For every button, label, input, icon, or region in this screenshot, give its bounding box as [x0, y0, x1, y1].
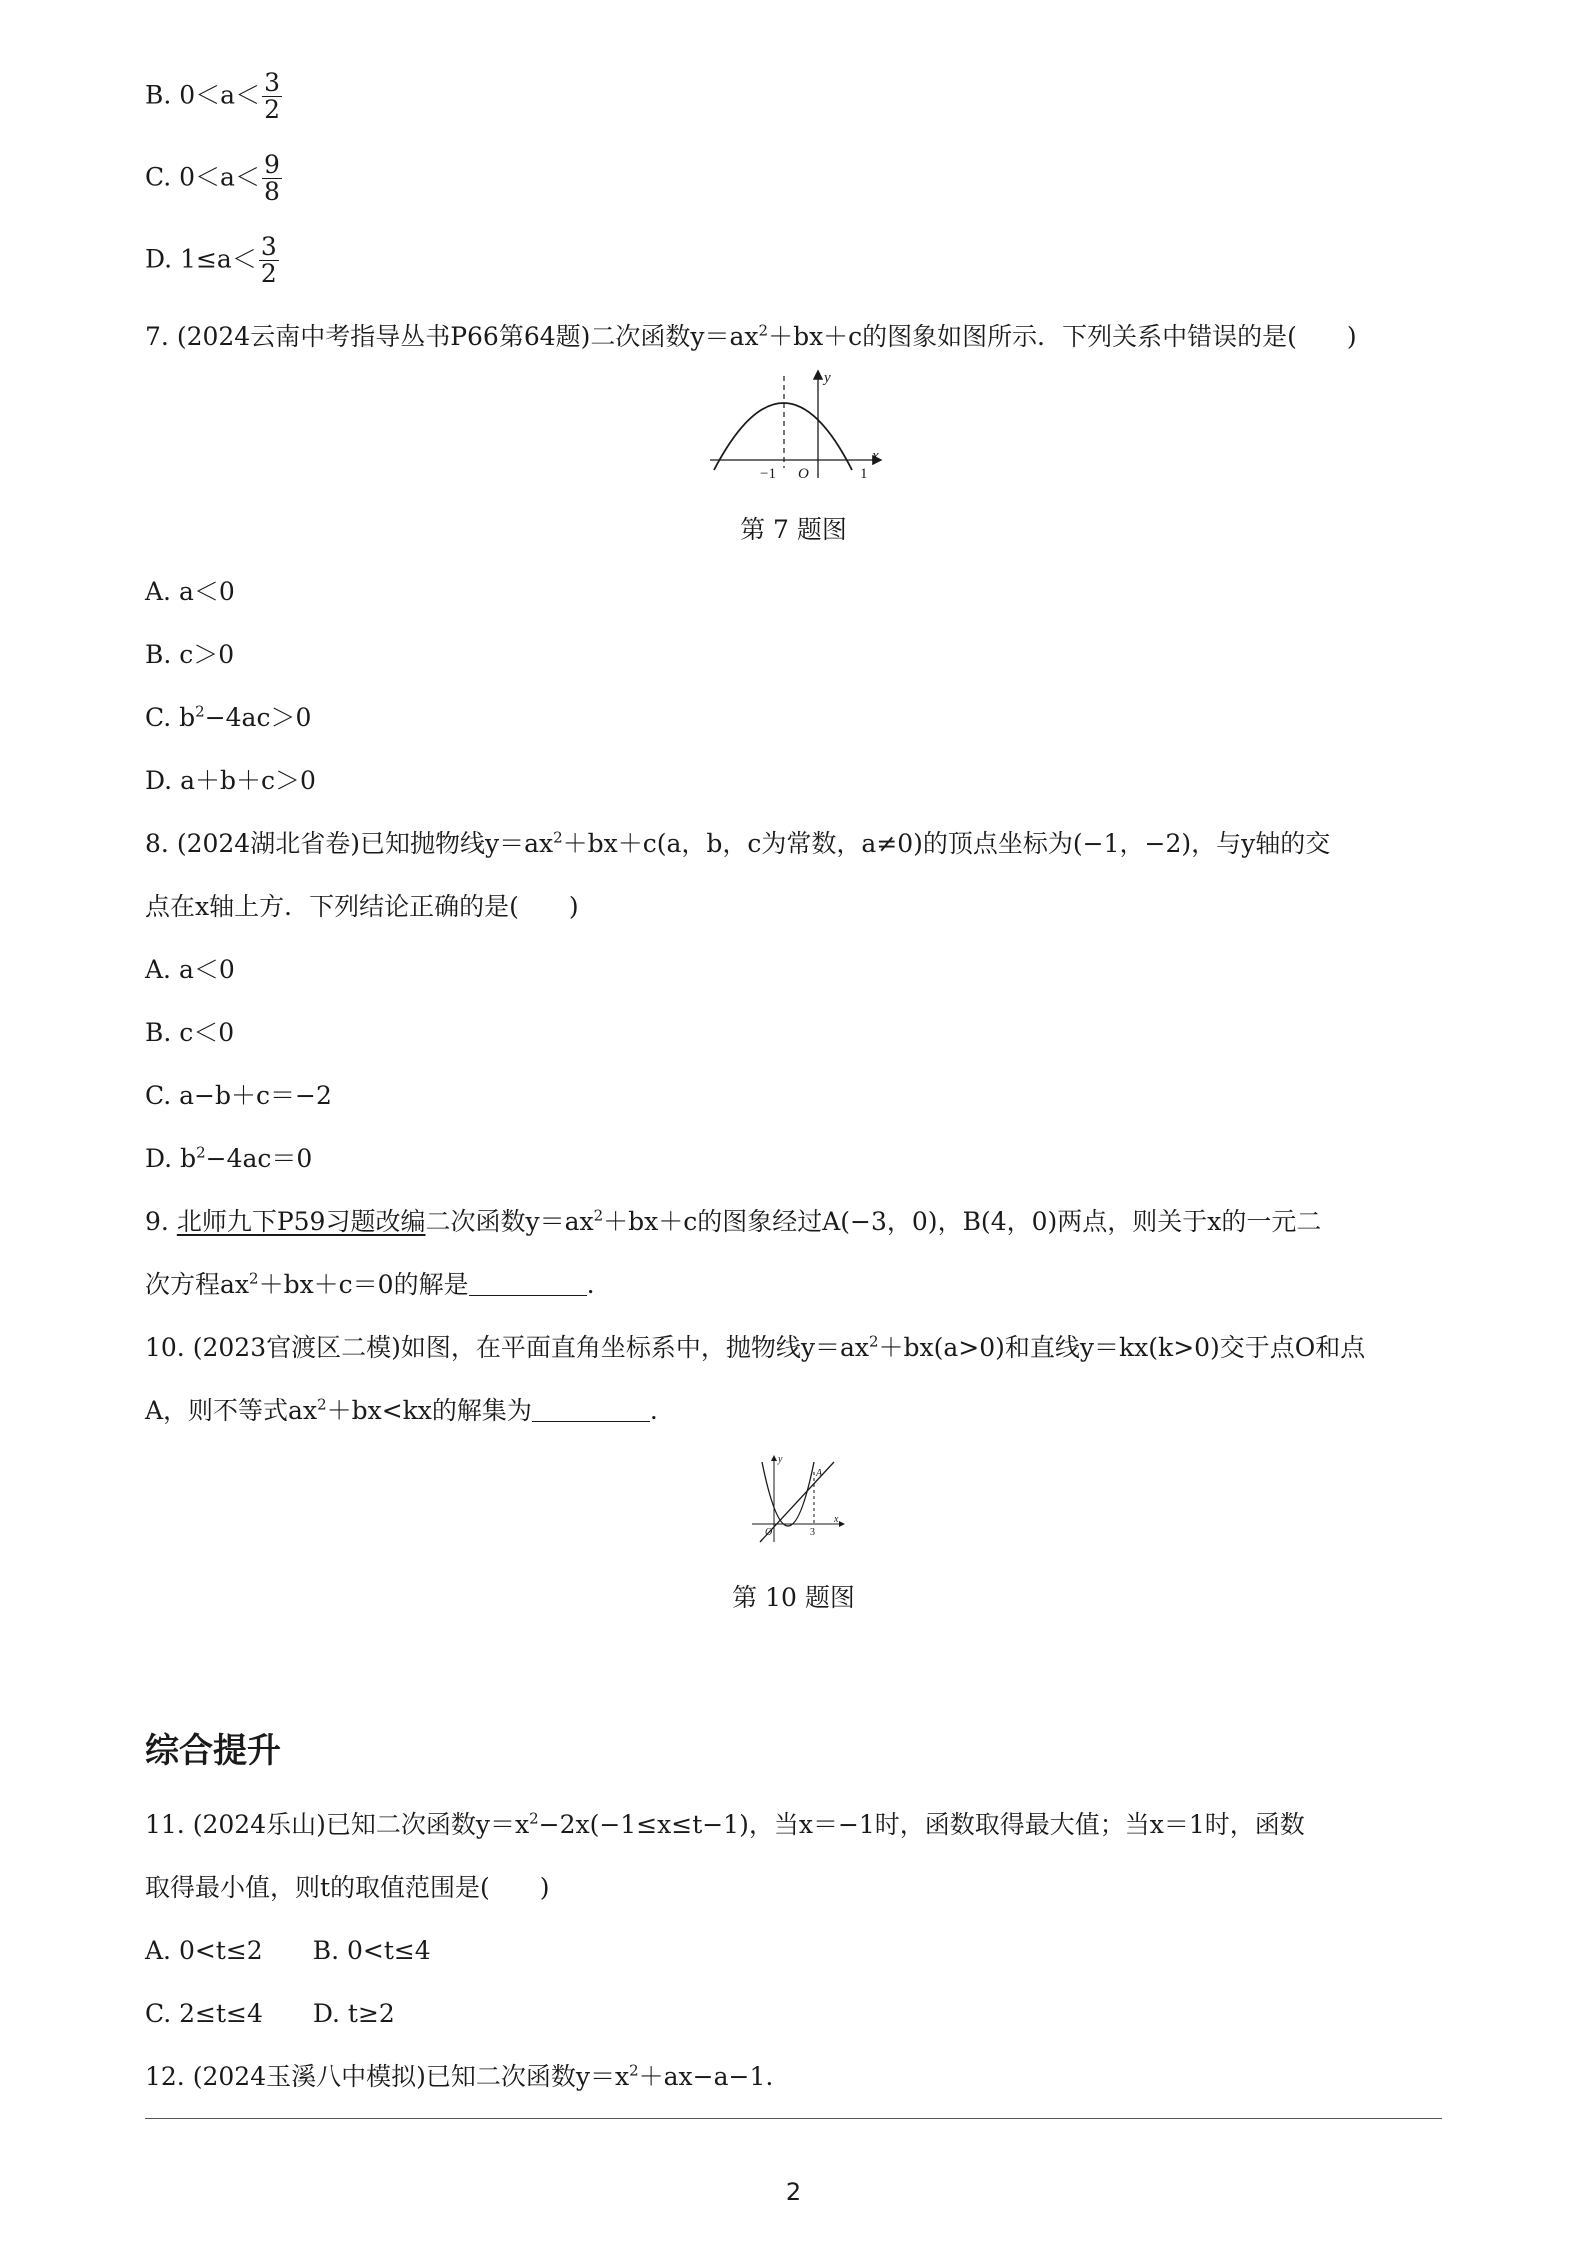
tick-1: 1 [860, 466, 868, 482]
q11-stem-line2: 取得最小值，则t的取值范围是( ) [145, 1873, 550, 1902]
q10-figure-caption: 第 10 题图 [732, 1583, 855, 1612]
q8-stem-line1: 8. (2024湖北省卷)已知抛物线$y=ax^2+bx+c(a$，b，c为常数，a≠0)的顶点坐标为(−1，−2)，与y轴的交 [145, 828, 1331, 858]
y-label: y [824, 370, 831, 386]
q10-stem-line1: 10. (2023官渡区二模)如图，在平面直角坐标系中，抛物线$y=ax^2+bx(a>0)$和直线y＝kx(k>0)交于点O和点 [145, 1332, 1366, 1362]
parabola [762, 1462, 814, 1526]
q7-option-a: A. a＜0 [145, 577, 235, 606]
fraction: $\frac{3}{2}$ [264, 68, 280, 125]
q11-stem-line1: 11. (2024乐山)已知二次函数$y=x^2-2x(-1\le x\le t-1)$，当x＝−1时，函数取得最大值；当x＝1时，函数 [145, 1809, 1305, 1839]
x-label: x [834, 1514, 839, 1525]
q7-option-d: D. a＋b＋c＞0 [145, 766, 316, 795]
origin-label: O [798, 466, 809, 482]
q6-option-d: D. 1≤a＜ $\frac{3}{2}$ [145, 232, 277, 289]
q9-stem-line1: 9. 北师九下P59习题改编二次函数$y=ax^2+bx+c$的图象经过A(−3，0)，B(4，0)两点，则关于x的一元二 [145, 1206, 1322, 1236]
q7-parabola-figure [700, 368, 890, 483]
q7-option-b: B. c＞0 [145, 640, 235, 669]
q9-source-tag: 北师九下P59习题改编 [176, 1207, 426, 1236]
q8-option-b: B. c＜0 [145, 1018, 235, 1047]
answer-blank [532, 1396, 650, 1422]
tick-3: 3 [810, 1527, 815, 1538]
q11-options-row2: C. 2≤t≤4 D. t≥2 [145, 1999, 395, 2028]
q12-stem: 12. (2024玉溪八中模拟)已知二次函数$y=x^2+ax-a-1$. [145, 2061, 774, 2091]
q7-figure-caption: 第 7 题图 [740, 515, 847, 544]
point-a-label: A [816, 1468, 823, 1479]
tick-neg1: −1 [760, 466, 776, 482]
y-label: y [778, 1454, 783, 1465]
q8-option-a: A. a＜0 [145, 955, 235, 984]
answer-blank [469, 1270, 587, 1296]
q8-stem-line2: 点在x轴上方．下列结论正确的是( ) [145, 892, 579, 921]
page-number: 2 [785, 2178, 802, 2206]
q10-parabola-line-figure [748, 1450, 848, 1550]
q7-option-c: C. $b^2-4ac>0$ [145, 702, 312, 732]
q6-option-b: B. 0＜a＜ $\frac{3}{2}$ [145, 68, 280, 125]
q8-option-c: C. a−b＋c＝−2 [145, 1081, 332, 1110]
q9-stem-line2: 次方程$ax^2+bx+c=0$的解是 . [145, 1269, 595, 1299]
q6-option-c: C. 0＜a＜ $\frac{9}{8}$ [145, 150, 280, 207]
q11-options-row1: A. 0<t≤2 B. 0<t≤4 [145, 1936, 431, 1965]
section-title: 综合提升 [145, 1731, 281, 1771]
x-label: x [872, 448, 879, 464]
q7-stem: 7. (2024云南中考指导丛书P66第64题)二次函数$y=ax^2+bx+c$的图象如图所示．下列关系中错误的是( ) [145, 321, 1357, 351]
fraction: $\frac{9}{8}$ [263, 150, 280, 207]
q10-stem-line2: A，则不等式$ax^2+bx<kx$的解集为 . [145, 1395, 658, 1425]
q8-option-d: D. $b^2-4ac=0$ [145, 1143, 313, 1173]
footer-divider [145, 2118, 1442, 2119]
fraction: $\frac{3}{2}$ [260, 232, 277, 289]
origin-label: O [765, 1527, 773, 1538]
